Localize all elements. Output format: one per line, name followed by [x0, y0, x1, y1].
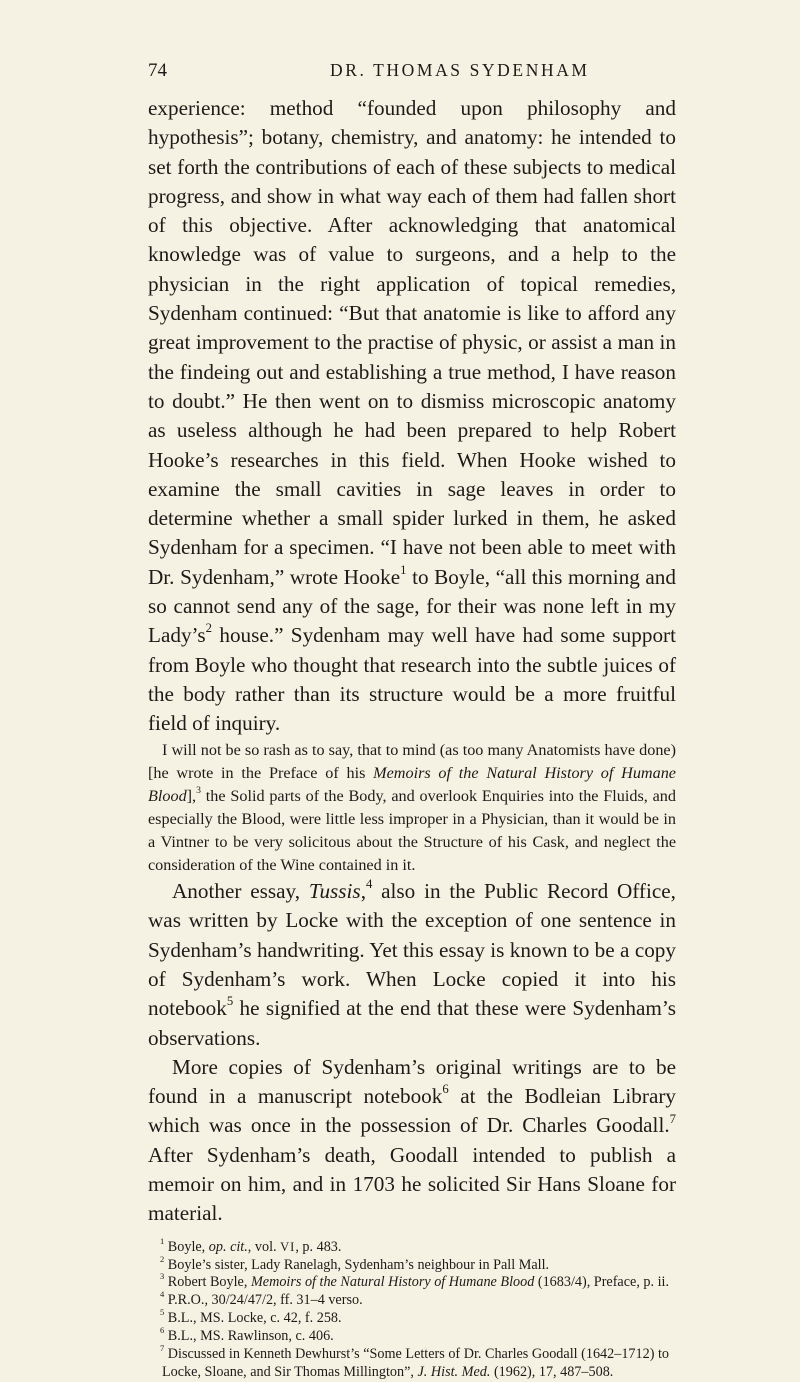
footnote: $^6$ B.L., MS. Rawlinson, c. 406. — [160, 1325, 334, 1345]
footnotes — [148, 1235, 676, 1382]
footnote: $^1$ Boyle, op. cit., vol. VI, p. 483. — [160, 1235, 342, 1255]
footnote-ref-6: 6 — [442, 1082, 449, 1097]
footnote-ref-3: 3 — [196, 784, 201, 796]
page-number: 74 — [148, 60, 167, 81]
block-quote: I will not be so rash as to say, that to mind (as too many Anatomists have done) [he wrote in the Preface of his Memoirs of the Natural History of Humane Blood],$^3$ the Solid parts of the Body, and overlook Enquiries into the Fluids, and especially the Blood, were little less improper in a Physician, than it would be in a Vintner to be very solicitous about the Structure of his Cask, and neglect the consideration of the Wine contained in it. — [148, 740, 676, 874]
paragraph-3: More copies of Sydenham’s original writings are to be found in a manuscript notebook$^6$ at the Bodleian Library which was once in the possession of Dr. Charles Goodall.$^7$ After Sydenham’s death, Goodall intended to publish a memoir on him, and in 1703 he solicited Sir Hans Sloane for material. — [148, 1054, 676, 1226]
paragraph-2: Another essay, Tussis,$^4$ also in the Public Record Office, was written by Locke with the exception of one sentence in Sydenham’s handwriting. Yet this essay is known to be a copy of Sydenham’s work. When Locke copied it into his notebook$^5$ he signified at the end that these were Sydenham’s observations. — [148, 877, 676, 1050]
footnote-ref-1: 1 — [400, 562, 407, 577]
footnote: $^5$ B.L., MS. Locke, c. 42, f. 258. — [160, 1307, 342, 1327]
essay-title: Tussis — [308, 879, 361, 904]
paragraph-1: experience: method “founded upon philosophy and hypothesis”; botany, chemistry, and anatomy: he intended to set forth the contributions of each of these subjects to medical progress, and show in what way each of them had fallen short of this objective. After acknowledging that anatomical knowledge was of value to surgeons, and a help to the physician in the right application of topical remedies, Sydenham continued: “But that anatomie is like to afford any great improvement to the practise of physic, or assist a man in the findeing out and establishing a true method, I have reason to doubt.” He then went on to dismiss microscopic anatomy as useless although he had been prepared to help Robert Hooke’s researches in this field. When Hooke wished to examine the small cavities in sage leaves in order to determine whether a small spider lurked in them, he asked Sydenham for a specimen. “I have not been able to meet with Dr. Sydenham,” wrote Hooke$^1$ to Boyle, “all this morning and so cannot send any of the sage, for their was none left in my $Lady’s^2$ house.” Sydenham may well have had some support from Boyle who thought that research into the subtle juices of the body rather than its structure would be a more fruitful field of inquiry. — [148, 96, 676, 736]
footnote-ref-5: 5 — [226, 994, 234, 1009]
book-page — [148, 58, 676, 1382]
body-text — [148, 94, 676, 1229]
footnote: $^2$ Boyle’s sister, Lady Ranelagh, Sydenham’s neighbour in Pall Mall. — [160, 1253, 550, 1273]
footnote-ref-2: 2 — [205, 621, 213, 636]
footnote-ref-7: 7 — [669, 1111, 676, 1126]
footnote: $^3$ Robert Boyle, Memoirs of the Natural History of Humane Blood (1683/4), Preface, p. ii. — [160, 1271, 670, 1291]
page-header — [148, 58, 676, 88]
footnote: $^7$ Discussed in Kenneth Dewhurst’s “Some Letters of Dr. Charles Goodall (1642–1712) to Locke, Sloane, and Sir Thomas Millington”, J. Hist. Med. (1962), 17, 487–508. — [160, 1343, 669, 1380]
footnote-ref-4: 4 — [365, 877, 373, 892]
book-title: Memoirs of the Natural History of Humane Blood — [148, 763, 676, 805]
running-head: DR. THOMAS SYDENHAM — [330, 60, 590, 80]
footnote: $^4$ P.R.O., 30/24/47/2, ff. 31–4 verso. — [160, 1289, 363, 1309]
